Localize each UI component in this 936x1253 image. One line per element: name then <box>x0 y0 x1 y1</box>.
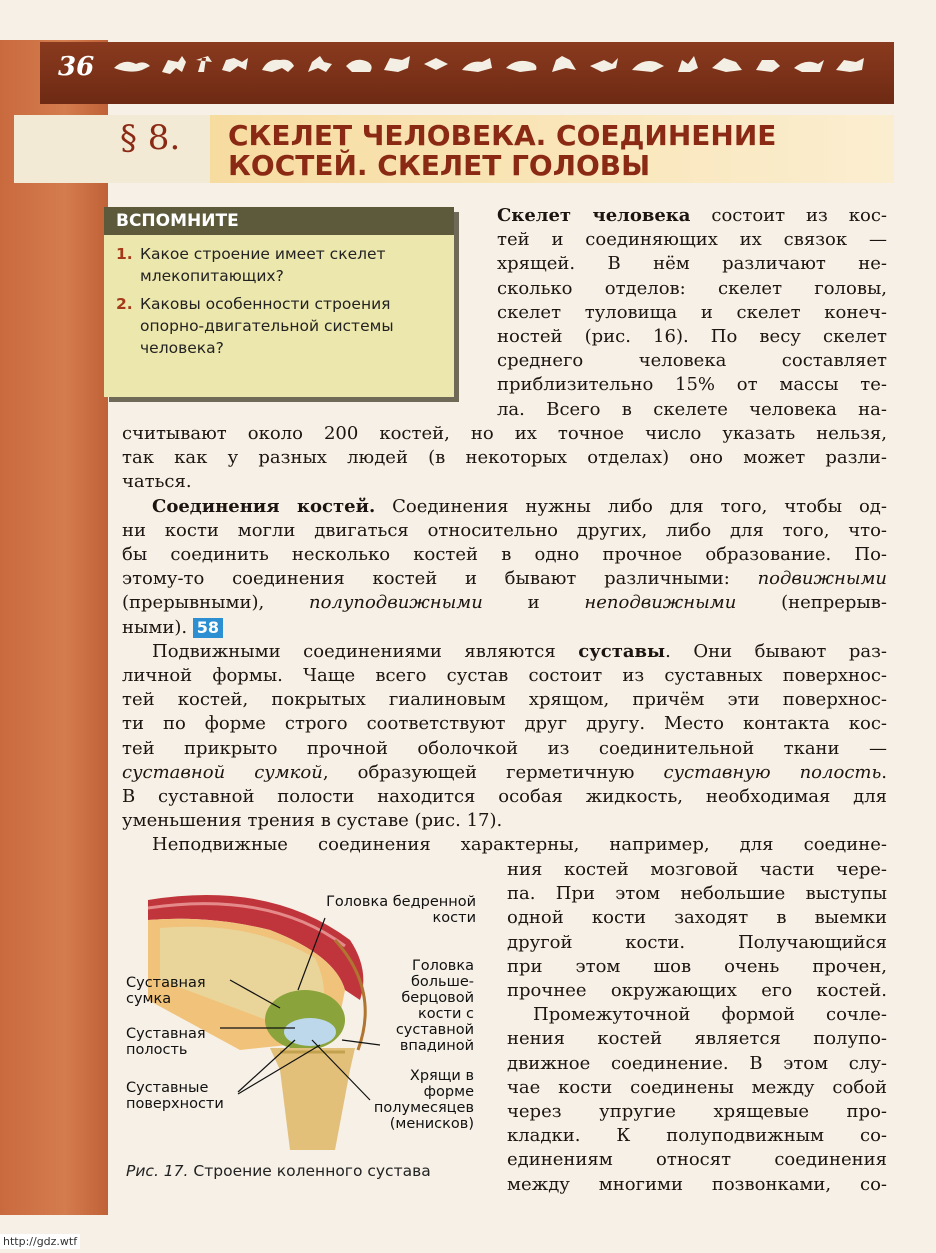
label-capsule: Суставная сумка <box>126 975 206 1007</box>
page-spine-strip <box>0 0 108 1253</box>
recall-item: 1. Какое строение имеет скелет млекопитающих? <box>116 245 386 285</box>
text-line: (прерывными), полуподвижными и неподвижными (непрерыв- <box>122 592 887 614</box>
paragraph-intro: Скелет человека состоит из кос- тей и соединяющих их связок — хрящей. В нём различают не- сколько отделов: скелет головы, скелет туловища и скелет конеч- ностей (рис. 16). По весу скелет среднего человека составляет приблизительно 15% от массы те- ла. Всего в скелете человека на- <box>497 205 887 420</box>
label-cavity: Суставная полость <box>126 1026 206 1058</box>
page-number: 36 <box>58 52 95 82</box>
text-line: суставной сумкой, образующей герметичную суставную полость. <box>122 761 888 783</box>
label-menisci: Хрящи в форме полумесяцев (менисков) <box>373 1068 474 1132</box>
label-femur-head: Головка бедренной кости <box>326 894 476 926</box>
text-line: Подвижными соединениями являются суставы. Они бывают раз- <box>152 640 887 662</box>
footer-url[interactable]: http://gdz.wtf <box>0 1234 80 1249</box>
recall-item: 2. Каковы особенности строения опорно-двигательной системы человека? <box>116 295 394 357</box>
section-number: § 8. <box>120 118 181 158</box>
label-tibia-head: Головка больше- берцовой кости с суставной впадиной <box>395 958 474 1054</box>
figure-caption: Рис. 17. Строение коленного сустава <box>126 1162 431 1180</box>
text-line: Скелет человека состоит из кос- <box>497 205 887 226</box>
text-line: этому-то соединения костей и бывают различными: подвижными <box>122 568 887 590</box>
paragraph-full: считывают около 200 костей, но их точное число указать нельзя, так как у разных людей (в некоторых отделах) оно может разли- чаться. Соединения костей. Соединения нужны либо для того, чтобы од- ни кости могли двигаться относительно других, либо для того, что- бы соединить несколько костей в одно прочное образование. По- этому-то соединения костей и бывают различными: подвижными (прерывными), полуподвижными и неподвижными (непрерыв- ными). 58 Подвижными соединениями являются суставы. Они бывают раз- личной формы. Чаще всего сустав состоит из суставных поверхнос- тей костей, покрытых гиалиновым хрящом, причём эти поверхнос- ти по форме строго соответствуют друг другу. Место контакта кос- тей прикрыто прочной оболочкой из соединительной ткани — суставной сумкой, образующей герметичную суставную полость. В суставной полости находится особая жидкость, необходимая для уменьшения трения в суставе (рис. 17). Неподвижные соединения характерны, например, для соедине- <box>122 423 888 856</box>
label-surfaces: Суставные поверхности <box>126 1080 224 1112</box>
paragraph-right-column: ния костей мозговой части чере- па. При этом небольшие выступы одной кости заходят в выемки другой кости. Получающийся при этом шов очень прочен, прочнее окружающих его костей. Промежуточной формой сочле- нения костей является полупо- движное соединение. В этом слу- чае кости соединены между собой через упругие хрящевые про- кладки. К полуподвижным со- единениям относят соединения между многими позвонками, со- <box>507 859 887 1195</box>
reference-badge[interactable]: 58 <box>193 618 223 638</box>
recall-box <box>104 207 454 397</box>
animal-silhouettes-decoration <box>112 50 872 80</box>
text-line: ными). 58 <box>122 616 887 640</box>
page-title: СКЕЛЕТ ЧЕЛОВЕКА. СОЕДИНЕНИЕ КОСТЕЙ. СКЕЛЕТ ГОЛОВЫ <box>228 119 777 182</box>
text-line: Соединения костей. Соединения нужны либо для того, чтобы од- <box>152 495 887 517</box>
recall-heading: ВСПОМНИТЕ <box>104 207 454 235</box>
recall-list <box>104 243 454 359</box>
